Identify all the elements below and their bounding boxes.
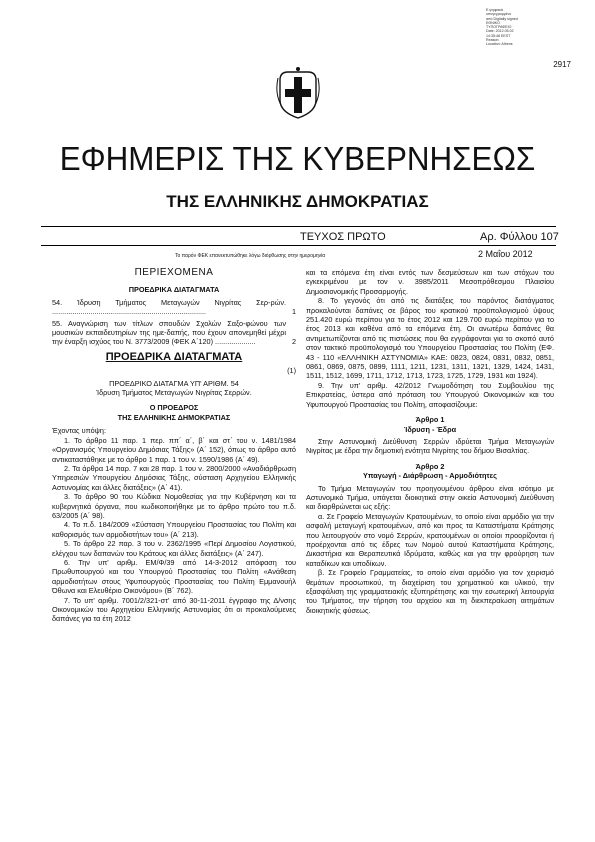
digital-signature-stamp xyxy=(486,8,546,47)
toc-item-text: 55. Αναγνώριση των τίτλων σπουδών Σχολών Σαξο-φώνου των μουσικών εκπαιδευτηρίων της ημε-δαπής, που έχουν απονεμηθεί μέχρι την έναρξη ισχύος του Ν. 3773/2009 (ΦΕΚ Α΄120) .................... xyxy=(52,318,286,347)
having-regard: Έχοντας υπόψη: xyxy=(52,426,106,436)
divider xyxy=(41,245,556,246)
stamp-line: ΤΥΠΟΓΡΑΦΕΙΟ xyxy=(486,25,512,30)
stamp-line: Reason: xyxy=(486,38,500,43)
divider xyxy=(41,226,556,227)
page-number: 2917 xyxy=(553,60,571,69)
sheet-number: Αρ. Φύλλου 107 xyxy=(480,231,559,243)
paragraph: 4. Το π.δ. 184/2009 «Σύσταση Υπουργείου Προστασίας του Πολίτη και καθορισμός των αρμοδιοτήτων του» (Α΄ 213). xyxy=(52,520,296,539)
toc-item-text: 54. Ίδρυση Τμήματος Μεταγωγών Νιγρίτας Σερ-ρών. ............................................................................ xyxy=(52,297,286,317)
contents-subtitle: ΠΡΟΕΔΡΙΚΑ ΔΙΑΤΑΓΜΑΤΑ xyxy=(128,285,220,295)
right-column xyxy=(306,268,554,615)
toc-item-page: 2 xyxy=(291,337,296,347)
paragraph: 3. Το άρθρο 90 του Κώδικα Νομοθεσίας για την Κυβέρνηση και τα κυβερνητικά όργανα, που κωδικοποιήθηκε με το άρθρο πρώτο του π.δ. 63/2005 (Α΄ 98). xyxy=(52,492,296,520)
decree-subtitle: Ίδρυση Τμήματος Μεταγωγών Νιγρίτας Σερρών. xyxy=(96,388,252,398)
contents-title: ΠΕΡΙΕΧΟΜΕΝΑ xyxy=(134,267,214,278)
paragraph: 6. Την υπ' αριθμ. ΕΜ/Φ/39 από 14-3-2012 απόφαση του Πρωθυπουργού και του Υπουργού Προστασίας του Πολίτη «Ανάθεση αρμοδιοτήτων στους Υφυπουργούς Προστασίας του Πολίτη Εμμανουήλ Όθωνα και Ελευθέριο Οικονόμου» (Β΄ 762). xyxy=(52,557,296,596)
gazette-subtitle: ΤΗΣ ΕΛΛΗΝΙΚΗΣ ΔΗΜΟΚΡΑΤΙΑΣ xyxy=(166,192,429,211)
toc-item xyxy=(52,319,296,347)
issue-date: 2 Μαΐου 2012 xyxy=(478,249,533,259)
paragraph: Στην Αστυνομική Διεύθυνση Σερρών ιδρύεται Τμήμα Μεταγωγών Νιγρίτας με έδρα την δημοτική ενότητα Νιγρίτης του δήμου Βισαλτίας. xyxy=(306,436,554,456)
toc-item-page: 1 xyxy=(291,307,296,317)
stamp-line: από Digitally signed xyxy=(486,16,518,21)
gazette-title: ΕΦΗΜΕΡΙΣ ΤΗΣ ΚΥΒΕΡΝΗΣΕΩΣ xyxy=(59,140,536,177)
paragraph: 5. Το άρθρο 22 παρ. 3 του ν. 2362/1995 «Περί Δημοσίου Λογιστικού, ελέγχου των δαπανών του Κράτους και άλλες διατάξεις» (Α΄ 247). xyxy=(52,539,296,558)
paragraph: 8. Το γεγονός ότι από τις διατάξεις του παρόντος διατάγματος προκαλούνται δαπάνες σε βάρος του κρατικού προϋπολογισμού ύψους 251.420 ευρώ περίπου για το έτος 2012 και 129.700 ευρώ περίπου για το έτος 2013 και καθένα από τα επόμενα έτη. Οι ανωτέρω δαπάνες θα αντιμετωπίζονται από τις πιστώσεις που θα εγγράφονται για το σκοπό αυτό στον τακτικό προϋπολογισμό του Υπουργείου Προστασίας του Πολίτη (ΕΦ. 43 - 110 «ΕΛΛΗΝΙΚΗ ΑΣΤΥΝΟΜΙΑ» ΚΑΕ: 0823, 0824, 0831, 0832, 0851, 0861, 0869, 0875, 0899, 1111, 1211, 1231, 1311, 1321, 1329, 1424, 1431, 1511, 1512, 1699, 1711, 1712, 1713, 1723, 1725, 1729, 1931 και 1924). xyxy=(306,296,554,381)
left-column xyxy=(52,268,296,624)
greek-coat-of-arms-icon xyxy=(276,66,320,121)
paragraph: και τα επόμενα έτη είναι εντός των δεσμεύσεων και των στόχων του εγκεκριμένου με τον ν. 3985/2011 Μεσοπρόθεσμου Πλαισίου Δημοσιονομικής Προσαρμογής. xyxy=(306,268,554,296)
stamp-line: υπογεγραμμένο xyxy=(486,12,512,17)
paragraph: 2. Τα άρθρα 14 παρ. 7 και 28 παρ. 1 του ν. 2800/2000 «Αναδιάρθρωση Υπηρεσιών Υπουργείου Δημόσιας Τάξης, σύσταση Αρχηγείου Ελληνικής Αστυνομίας και άλλες διατάξεις» (Α΄ 41). xyxy=(52,463,296,492)
article-1-subtitle: Ίδρυση - Έδρα xyxy=(403,424,457,434)
stamp-line: 14:35:48 EEST xyxy=(486,33,511,38)
paragraph: α. Σε Γραφείο Μεταγωγών Κρατουμένων, το οποίο είναι αρμόδιο για την ασφαλή μεταγωγή κρατουμένων, από και προς τα Καταστήματα Κράτησης που λειτουργούν στο νομό Σερρών, κρατουμένων οι οποίοι προορίζονται ή προέρχονται από τις έδρες των Νομού αυτού Καταστήματα Κράτησης, Δικαστήρια και Θεραπευτικά Ιδρύματα, καθώς και για την φρούρηση των καταδίκων και υποδίκων. xyxy=(306,511,554,568)
president-heading-2: ΤΗΣ ΕΛΛΗΝΙΚΗΣ ΔΗΜΟΚΡΑΤΙΑΣ xyxy=(117,412,231,422)
section-title: ΠΡΟΕΔΡΙΚΑ ΔΙΑΤΑΓΜΑΤΑ xyxy=(105,350,243,363)
article-1-title: Άρθρο 1 xyxy=(415,415,445,425)
stamp-line: Ε ψηφιακά xyxy=(486,8,503,12)
president-heading: Ο ΠΡΟΕΔΡΟΣ xyxy=(149,403,199,413)
paragraph: 1. Το άρθρο 11 παρ. 1 περ. ππ΄ α΄, β΄ και στ΄ του ν. 1481/1984 «Οργανισμός Υπουργείου Δημόσιας Τάξης» (Α΄ 152), όπως το άρθρο αυτό αντικαταστάθηκε με το άρθρο 1 παρ. 1 του ν. 1590/1986 (Α΄ 49). xyxy=(52,435,296,464)
toc-item xyxy=(52,298,296,317)
article-2-subtitle: Υπαγωγή - Διάρθρωση - Αρμοδιότητες xyxy=(363,471,497,481)
stamp-line: Date: 2012.05.02 xyxy=(486,29,514,34)
issue-volume: ΤΕΥΧΟΣ ΠΡΩΤΟ xyxy=(300,231,386,243)
paragraph: Το Τμήμα Μεταγωγών του προηγουμένου άρθρου είναι ισότιμο με Αστυνομικό Τμήμα, υπάγεται διοικητικά στην οικεία Αστυνομική Διεύθυνση και διαρθρώνεται ως εξής: xyxy=(306,483,554,512)
reprint-notice: Το παρόν ΦΕΚ επανεκτυπώθηκε λόγω διόρθωσης στην ημερομηνία xyxy=(175,253,326,259)
stamp-line: Location: Athens xyxy=(486,42,513,47)
stamp-line: ΕΘΝΙΚΟ xyxy=(486,20,500,25)
decree-title: ΠΡΟΕΔΡΙΚΟ ΔΙΑΤΑΓΜΑ ΥΠ' ΑΡΙΘΜ. 54 xyxy=(109,378,239,388)
paragraph: 9. Την υπ' αριθμ. 42/2012 Γνωμοδότηση του Συμβουλίου της Επικρατείας, ύστερα από πρόταση του Υπουργού Οικονομικών και του Υφυπουργού Προστασίας του Πολίτη, αποφασίζουμε: xyxy=(306,380,554,409)
note-number: (1) xyxy=(287,366,296,376)
paragraph: 7. Το υπ' αριθμ. 7001/2/321-στ' από 30-11-2011 έγγραφο της Δ/νσης Οικονομικών του Αρχηγείου Ελληνικής Αστυνομίας ότι οι προκαλούμενες δαπάνες για τα έτη 2012 xyxy=(52,595,296,624)
article-2-title: Άρθρο 2 xyxy=(415,461,445,471)
paragraph: β. Σε Γραφείο Γραμματείας, το οποίο είναι αρμόδιο για τον χειρισμό θεμάτων προσωπικού, τη διαχείριση του χρηματικού και υλικού, την εξασφάλιση της γραμματειακής εξυπηρέτησης και την εσωτερική λειτουργία του Τμήματος, την τήρηση του αρχείου και τη διεκπεραίωση αιτημάτων διοικητικής φύσεως. xyxy=(306,568,554,615)
